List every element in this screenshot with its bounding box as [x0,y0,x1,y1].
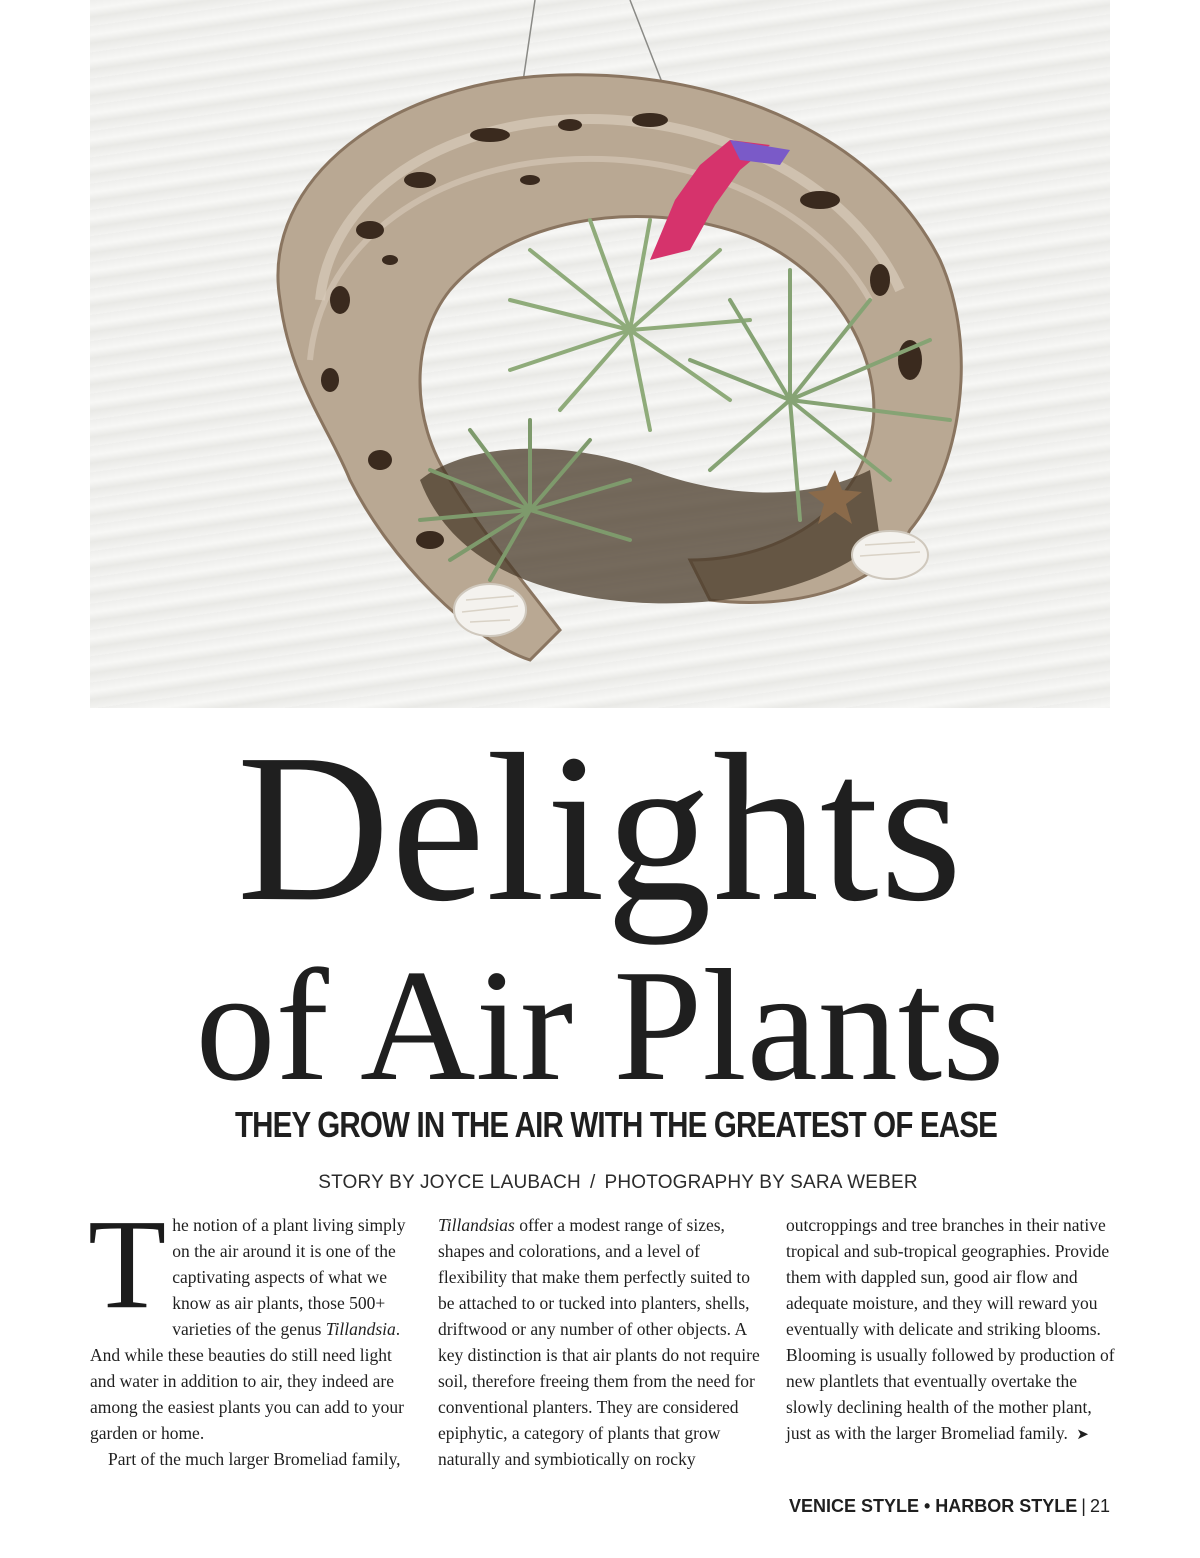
headline-line-1: Delights [236,710,964,945]
byline-photography: PHOTOGRAPHY BY SARA WEBER [604,1172,918,1193]
body-column-1 [88,1193,420,1472]
page-footer [789,1496,1110,1517]
body-paragraph-2-middle [438,1212,768,1472]
air-plants-on-driftwood-photo [90,0,1110,708]
body-text-segment: offer a modest range of sizes, shapes and colorations, and a level of flexibility that make them perfectly suited to be attached to or tucked into planters, shells, driftwood or any number of other objects. A key distinction is that air plants do not require soil, therefore freeing them from the need for conventional planters. They are considered epiphytic, a category of plants that grow naturally and symbiotically on rocky [438,1215,760,1469]
body-paragraph-2-end [786,1212,1116,1448]
byline [0,1172,1200,1194]
body-text-segment: he notion of a plant living simply on the air around it is one of the captivating aspects of what we know as air plants, those 500+ varieties of the genus [172,1215,406,1339]
body-paragraph-1 [88,1193,420,1446]
body-column-3 [786,1212,1116,1448]
drop-cap: T [88,1193,167,1335]
hero-photo [90,0,1110,708]
plant-name: Tillandsias [438,1215,515,1235]
page-number: 21 [1089,1496,1110,1516]
continue-arrow-icon: ➤ [1076,1427,1089,1443]
body-text-segment: Part of the much larger Bromeliad family, [108,1449,401,1469]
footer-divider: | [1081,1496,1086,1516]
byline-story: STORY BY JOYCE LAUBACH [318,1172,581,1193]
body-text-segment: . And while these beauties do still need light and water in addition to air, they indeed are among the easiest plants you can add to your garden or home. [90,1319,404,1443]
genus-name: Tillandsia [325,1319,396,1339]
body-column-2 [438,1212,768,1472]
publication-name: VENICE STYLE • HARBOR STYLE [788,1496,1078,1516]
subheadline: THEY GROW IN THE AIR WITH THE GREATEST OF EASE [234,1104,998,1145]
headline-line-2: of Air Plants [195,936,1005,1114]
body-paragraph-2-start [90,1446,420,1472]
byline-separator: / [589,1172,596,1193]
body-text-continuation: outcroppings and tree branches in their native tropical and sub-tropical geographies. Provide them with dappled sun, good air flow and adequate moisture, and they will reward you eventually with delicate and striking blooms. Blooming is usually followed by production of new plantlets that eventually overtake the slowly declining health of the mother plant, just as with the larger Bromeliad family. [786,1215,1115,1443]
